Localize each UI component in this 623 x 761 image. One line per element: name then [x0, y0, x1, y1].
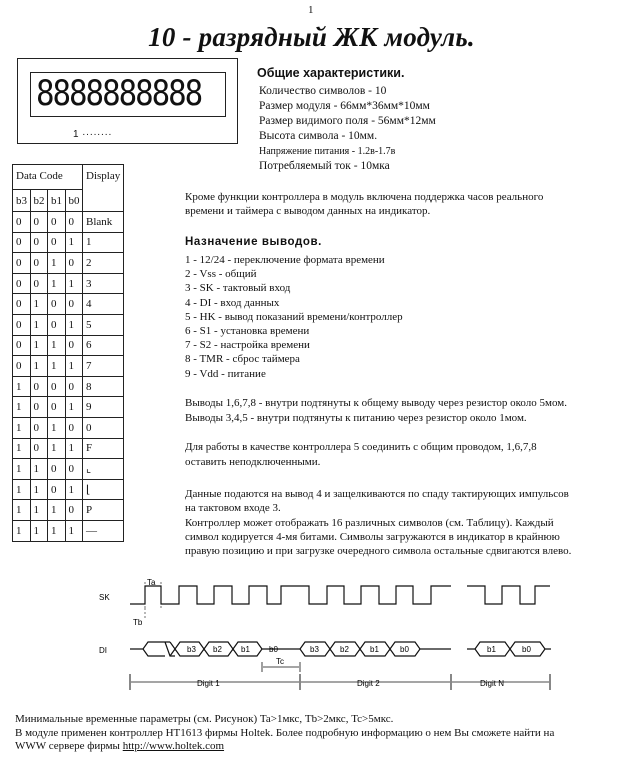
table-row [13, 212, 124, 233]
table-cell-display: 1 [83, 232, 124, 253]
table-cell-bit: 1 [65, 397, 83, 418]
spec-item: Размер модуля - 66мм*36мм*10мм [259, 100, 430, 112]
table-header-bit: b0 [65, 190, 83, 212]
page-title: 10 - разрядный ЖК модуль. [148, 22, 475, 52]
table-cell-bit: 0 [48, 479, 66, 500]
controller-note-line: оставить неподключенными. [185, 455, 321, 468]
table-cell-bit: 0 [48, 294, 66, 315]
table-row [13, 294, 124, 315]
data-code-table-body [13, 212, 124, 542]
table-cell-bit: 1 [65, 314, 83, 335]
general-heading: Общие характеристики. [257, 66, 405, 80]
table-cell-bit: 1 [13, 459, 31, 480]
table-cell-bit: 0 [13, 273, 31, 294]
table-cell-display: P [83, 500, 124, 521]
pin-item: 9 - Vdd - питание [185, 367, 266, 380]
table-header-data-code: Data Code [13, 165, 83, 190]
table-cell-display: 3 [83, 273, 124, 294]
table-cell-display: ⌊ [83, 479, 124, 500]
table-cell-display: 6 [83, 335, 124, 356]
table-cell-display: 9 [83, 397, 124, 418]
table-cell-bit: 1 [65, 232, 83, 253]
spec-item: Размер видимого поля - 56мм*12мм [259, 115, 436, 127]
table-cell-bit: 1 [48, 438, 66, 459]
table-row [13, 438, 124, 459]
table-row [13, 314, 124, 335]
table-header-bit: b3 [13, 190, 31, 212]
data-note-line: Данные подаются на вывод 4 и защелкиваются по спаду тактирующих импульсов [185, 488, 569, 500]
table-cell-bit: 1 [30, 500, 48, 521]
pin-item: 3 - SK - тактовый вход [185, 282, 291, 295]
table-cell-bit: 1 [48, 417, 66, 438]
table-cell-bit: 1 [13, 438, 31, 459]
table-cell-bit: 1 [30, 479, 48, 500]
digit1-label: Digit 1 [197, 679, 220, 688]
pin-item: 4 - DI - вход данных [185, 296, 280, 309]
table-cell-bit: 0 [48, 232, 66, 253]
data-note-line: на тактовом входе 3. [185, 502, 281, 515]
table-cell-bit: 1 [13, 417, 31, 438]
table-cell-bit: 0 [48, 397, 66, 418]
tb-label: Tb [133, 618, 143, 627]
table-cell-bit: 1 [48, 356, 66, 377]
table-cell-bit: 1 [65, 273, 83, 294]
controller-note [185, 440, 537, 469]
table-cell-bit: 0 [30, 397, 48, 418]
table-cell-display: 2 [83, 253, 124, 274]
table-cell-bit: 1 [48, 335, 66, 356]
table-row [13, 253, 124, 274]
table-row [13, 459, 124, 480]
footer-prefix: WWW сервере фирмы [15, 740, 123, 752]
bit-label: b3 [187, 645, 196, 654]
footer-line: В модуле применен контроллер HT1613 фирмы Holtek. Более подробную информацию о нем Вы сможете найти на [15, 726, 555, 739]
table-cell-display: 7 [83, 356, 124, 377]
footer-line: Минимальные временные параметры (см. Рисунок) Ta>1мкс, Tb>2мкс, Tc>5мкс. [15, 713, 394, 725]
table-cell-bit: 1 [30, 294, 48, 315]
table-cell-bit: 0 [48, 459, 66, 480]
table-cell-bit: 0 [65, 253, 83, 274]
table-cell-bit: 1 [13, 500, 31, 521]
spec-item: Количество символов - 10 [259, 85, 387, 97]
table-cell-bit: 1 [65, 356, 83, 377]
page-number: 1 [308, 4, 314, 16]
table-cell-bit: 1 [48, 500, 66, 521]
general-spec-list [259, 84, 436, 174]
table-cell-bit: 1 [48, 273, 66, 294]
table-cell-bit: 1 [30, 520, 48, 541]
pin-item: 7 - S2 - настройка времени [185, 339, 310, 352]
pin-item: 5 - HK - вывод показаний времени/контроллер [185, 310, 403, 323]
table-cell-bit: 0 [30, 212, 48, 233]
di-label: DI [99, 646, 107, 655]
footer [15, 713, 554, 754]
bit-label: b0 [522, 645, 531, 654]
bit-label: b3 [310, 645, 319, 654]
table-cell-bit: 0 [13, 335, 31, 356]
ta-label: Ta [147, 578, 156, 587]
intro-paragraph [185, 190, 543, 218]
pin-item: 8 - TMR - сброс таймера [185, 353, 300, 366]
table-cell-bit: 1 [13, 479, 31, 500]
bit-label: b2 [340, 645, 349, 654]
sk-waveform [130, 586, 550, 604]
table-cell-bit: 0 [30, 273, 48, 294]
table-cell-display: 4 [83, 294, 124, 315]
lcd-digits: 8888888888 [36, 74, 202, 114]
table-cell-display: 8 [83, 376, 124, 397]
table-header-bit: b1 [48, 190, 66, 212]
table-row [13, 479, 124, 500]
di-waveform [130, 642, 175, 656]
spec-item: Потребляемый ток - 10мка [259, 160, 390, 172]
bit-label: b1 [370, 645, 379, 654]
pullup-paragraph [185, 396, 567, 425]
table-cell-bit: 1 [30, 459, 48, 480]
table-cell-display: 0 [83, 417, 124, 438]
table-row [13, 356, 124, 377]
data-note-line: символ кодируется 4-мя битами. Символы загружаются в индикатор в крайнюю [185, 530, 560, 543]
table-cell-bit: 1 [48, 253, 66, 274]
table-cell-bit: 1 [30, 314, 48, 335]
table-row [13, 273, 124, 294]
table-cell-bit: 0 [65, 459, 83, 480]
table-cell-bit: 0 [30, 438, 48, 459]
table-cell-bit: 0 [65, 212, 83, 233]
table-row [13, 376, 124, 397]
table-cell-bit: 0 [13, 294, 31, 315]
table-cell-bit: 0 [65, 335, 83, 356]
spec-item: Напряжение питания - 1.2в-1.7в [259, 146, 396, 157]
table-cell-bit: 0 [48, 314, 66, 335]
table-cell-display: Blank [83, 212, 124, 233]
bit-label: b0 [400, 645, 409, 654]
table-cell-bit: 0 [13, 314, 31, 335]
table-cell-bit: 1 [65, 438, 83, 459]
table-row [13, 520, 124, 541]
footer-line [15, 740, 554, 754]
table-cell-bit: 1 [48, 520, 66, 541]
lcd-module-illustration [17, 58, 238, 144]
lcd-pin-label: 1 ········ [73, 129, 112, 140]
bit-label: b1 [487, 645, 496, 654]
table-cell-display: — [83, 520, 124, 541]
table-row [13, 232, 124, 253]
holtek-link[interactable]: http://www.holtek.com [122, 740, 225, 752]
table-cell-bit: 0 [13, 253, 31, 274]
pin-item: 6 - S1 - установка времени [185, 324, 310, 337]
table-cell-bit: 0 [30, 376, 48, 397]
pin-item: 2 - Vss - общий [185, 268, 257, 281]
tc-label: Tc [276, 657, 284, 666]
table-cell-bit: 1 [13, 376, 31, 397]
table-cell-bit: 0 [30, 232, 48, 253]
table-header-bit: b2 [30, 190, 48, 212]
table-cell-bit: 0 [30, 253, 48, 274]
table-cell-bit: 0 [13, 232, 31, 253]
pullup-line: Выводы 3,4,5 - внутри подтянуты к питанию через резистор около 1мом. [185, 411, 527, 424]
table-cell-bit: 1 [30, 356, 48, 377]
digit2-label: Digit 2 [357, 679, 380, 688]
intro-line: времени и таймера с выводом данных на индикатор. [185, 205, 431, 217]
data-note [185, 487, 571, 558]
pullup-line: Выводы 1,6,7,8 - внутри подтянуты к общему выводу через резистор около 5мом. [185, 397, 567, 409]
table-cell-bit: 1 [30, 335, 48, 356]
table-cell-display: F [83, 438, 124, 459]
table-row [13, 335, 124, 356]
timing-diagram [95, 578, 555, 702]
spec-item: Высота символа - 10мм. [259, 130, 378, 142]
table-cell-bit: 0 [13, 356, 31, 377]
table-header-display: Display [83, 165, 124, 212]
table-cell-display: 5 [83, 314, 124, 335]
table-cell-bit: 0 [48, 212, 66, 233]
table-cell-display: ⌞ [83, 459, 124, 480]
table-cell-bit: 0 [65, 500, 83, 521]
table-cell-bit: 0 [48, 376, 66, 397]
data-code-table [12, 164, 124, 542]
table-cell-bit: 1 [13, 397, 31, 418]
table-cell-bit: 1 [13, 520, 31, 541]
intro-line: Кроме функции контроллера в модуль включена поддержка часов реального [185, 191, 544, 203]
table-row [13, 397, 124, 418]
table-row [13, 417, 124, 438]
table-cell-bit: 1 [65, 479, 83, 500]
bit-label: b1 [241, 645, 250, 654]
digitn-label: Digit N [480, 679, 505, 688]
controller-note-line: Для работы в качестве контроллера 5 соединить с общим проводом, 1,6,7,8 [185, 441, 537, 453]
pin-assignment-heading: Назначение выводов. [185, 236, 322, 248]
di-bus-digitn [467, 642, 551, 656]
table-cell-bit: 0 [65, 376, 83, 397]
table-cell-bit: 0 [65, 417, 83, 438]
bit-label: b2 [213, 645, 222, 654]
bit-label: b0 [269, 645, 278, 654]
table-cell-bit: 0 [30, 417, 48, 438]
data-note-line: Контроллер может отображать 16 различных символов (см. Таблицу). Каждый [185, 516, 554, 529]
sk-label: SK [99, 593, 110, 602]
table-cell-bit: 1 [65, 520, 83, 541]
pin-list [185, 253, 403, 381]
table-cell-bit: 0 [13, 212, 31, 233]
pin-item: 1 - 12/24 - переключение формата времени [185, 254, 385, 266]
data-note-line: правую позицию и при загрузке очередного символа остальные сдвигаются влево. [185, 545, 572, 558]
table-row [13, 500, 124, 521]
table-cell-bit: 0 [65, 294, 83, 315]
